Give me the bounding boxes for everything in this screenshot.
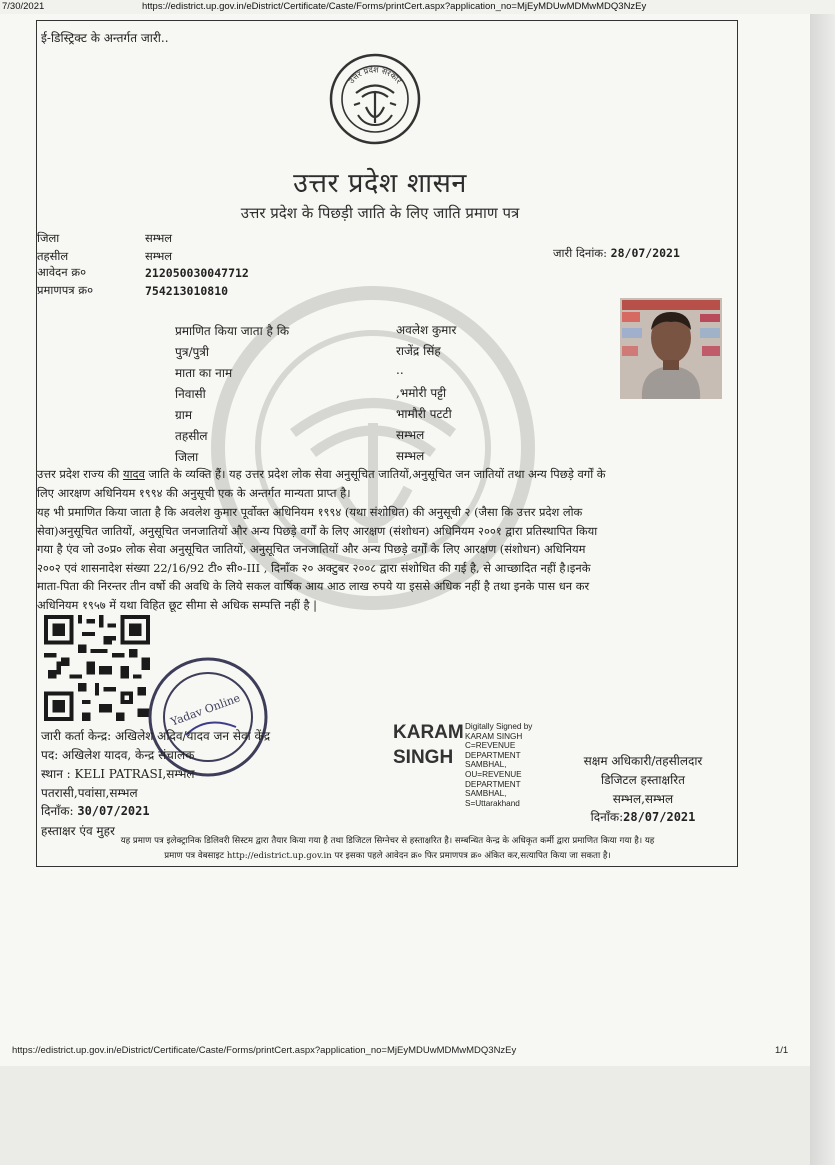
footnote-line-2: प्रमाण पत्र वेबसाइट http://edistrict.up.gov.in पर इसका पहले आवेदन क्र० फिर प्रमाणपत्र क्र० अंकित कर,सत्यापित किया जा सकता है। — [164, 851, 611, 861]
para1-text-pre: उत्तर प्रदेश राज्य की — [37, 467, 123, 481]
certificate-subtitle: उत्तर प्रदेश के पिछड़ी जाति के लिए जाति प्रमाण पत्र — [240, 204, 520, 222]
preface-text: ई-डिस्ट्रिक्ट के अन्तर्गत जारी.. — [41, 31, 169, 45]
seal-text: Yadav Online — [168, 691, 242, 729]
footnote-line-1: यह प्रमाण पत्र इलेक्ट्रानिक डिलिवरी सिस्टम द्वारा तैयार किया गया है तथा डिजिटल सिग्नेचर से हस्ताक्षरित है। सम्बन्धित केन्द्र के अधिकृत कर्मी द्वारा प्रमाणित किया गया है। यह — [120, 836, 655, 846]
officer-date-value: 28/07/2021 — [623, 810, 696, 824]
detail-label-resident: निवासी — [175, 387, 206, 401]
up-emblem-icon — [326, 53, 424, 145]
kendra-line: स्थान : KELI PATRASI,सम्भल — [41, 767, 195, 781]
detail-value-mother: .. — [396, 363, 404, 377]
para2-line: अधिनियम १९५७ में यथा विहित छूट सीमा से अधिक सम्पत्ति नहीं है | — [37, 597, 317, 612]
field-label-tehsil: तहसील — [37, 249, 69, 263]
print-header — [0, 0, 835, 14]
kendra-line: पद: अखिलेश यादव, केन्द्र संचालक — [41, 748, 195, 762]
footnote — [40, 834, 735, 864]
kendra-date-value: 30/07/2021 — [77, 804, 150, 818]
issue-date-label: जारी दिनांक: — [553, 246, 608, 260]
page-bottom-margin — [0, 1066, 810, 1165]
digital-signature-name-1: KARAM — [393, 722, 464, 743]
detail-value-resident: ,भमोरी पट्टी — [396, 386, 447, 400]
dsig-line: S=Uttarakhand — [465, 798, 520, 808]
print-url: https://edistrict.up.gov.in/eDistrict/Certificate/Caste/Forms/printCert.aspx?application_no=MjEyMDUwMDMwMDQ3NzEy — [142, 1, 647, 12]
caste-name: यादव — [122, 467, 145, 481]
field-value-application-no: 212050030047712 — [145, 266, 249, 280]
field-label-district: जिला — [37, 231, 60, 245]
issue-date-value: 28/07/2021 — [610, 246, 680, 260]
print-footer-page: 1/1 — [775, 1045, 789, 1056]
para1-text-post: जाति के व्यक्ति हैं। यह उत्तर प्रदेश लोक सेवा अनुसूचित जातियों,अनुसूचित जन जातियों तथा अन्य पिछड़े वर्गों के — [144, 467, 606, 481]
detail-label-tehsil: तहसील — [175, 429, 208, 443]
para2-line: २००२ एवं शासनादेश संख्या 22/16/92 टी० सी०-III , दिनाँक २० अक्टुबर २००८ द्वारा संशोधित की गई है, से आच्छादित नहीं है।इनके — [37, 560, 591, 575]
detail-label-name: प्रमाणित किया जाता है कि — [175, 324, 290, 338]
issue-date — [553, 246, 680, 261]
certificate-paragraph-2 — [37, 503, 727, 614]
dsig-line: OU=REVENUE — [465, 769, 522, 779]
detail-value-district: सम्भल — [396, 449, 425, 463]
field-label-certificate-no: प्रमाणपत्र क्र० — [37, 283, 94, 297]
para2-line: यह भी प्रमाणित किया जाता है कि अवलेश कुमार पूर्वोक्त अधिनियम १९९४ (यथा संशोधित) की अनुसूची २ (जैसा कि उत्तर प्रदेश लोक — [37, 505, 583, 519]
certificate-title: उत्तर प्रदेश शासन — [293, 168, 467, 199]
kendra-sign-label: हस्ताक्षर एंव मुहर — [41, 824, 115, 838]
dsig-line: DEPARTMENT — [465, 779, 521, 789]
kendra-date — [41, 802, 150, 819]
dsig-line: C=REVENUE — [465, 741, 516, 751]
detail-value-village: भामौरी पटटी — [396, 407, 452, 421]
para2-line: माता-पिता की निरन्तर तीन वर्षो की अवधि के लिये सकल वार्षिक आय आठ लाख रुपये या इससे अधिक नहीं है तथा इनके पास धन कर — [37, 579, 590, 593]
detail-value-parent: राजेंद्र सिंह — [396, 344, 441, 358]
field-label-application-no: आवेदन क्र० — [37, 265, 87, 279]
kendra-date-label: दिनाँक: — [41, 804, 74, 818]
officer-digital-signed: डिजिटल हस्ताक्षरित — [601, 773, 685, 787]
qr-code-icon — [44, 615, 150, 721]
field-value-district: सम्भल — [145, 231, 173, 245]
dsig-line: SAMBHAL, — [465, 760, 507, 770]
certificate-paragraph-1 — [37, 465, 727, 502]
svg-text:उत्तर प्रदेश सरकार — [347, 64, 404, 85]
print-footer-url: https://edistrict.up.gov.in/eDistrict/Certificate/Caste/Forms/printCert.aspx?application_no=MjEyMDUwMDMwMDQ3NzEy — [12, 1045, 517, 1056]
kendra-line: पतरासी,पवांसा,सम्भल — [41, 786, 138, 800]
field-value-tehsil: सम्भल — [145, 249, 173, 263]
detail-label-mother: माता का नाम — [175, 366, 233, 380]
officer-designation: सक्षम अधिकारी/तहसीलदार — [583, 754, 703, 768]
officer-date-label: दिनाँक: — [590, 810, 624, 824]
detail-label-district: जिला — [175, 450, 199, 464]
kendra-line: जारी कर्ता केन्द्र: अखिलेश अदिव/यादव जन सेवा केंद्र — [41, 729, 271, 743]
dsig-line: DEPARTMENT — [465, 750, 521, 760]
field-value-certificate-no: 754213010810 — [145, 284, 229, 298]
digital-signature-name-2: SINGH — [393, 747, 454, 768]
applicant-photo — [620, 298, 722, 399]
emblem-text: उत्तर प्रदेश सरकार — [346, 65, 404, 86]
detail-label-parent: पुत्र/पुत्री — [175, 345, 210, 359]
dsig-line: SAMBHAL, — [465, 789, 507, 799]
detail-label-village: ग्राम — [175, 408, 193, 422]
para2-line: गया है एंव जो उ०प्र० लोक सेवा अनुसूचित जातियों, अनुसूचित जनजातियों और अन्य पिछड़े वर्गों के लिए आरक्षण (संशोधन) अधिनियम — [37, 542, 586, 556]
dsig-line: Digitally Signed by — [465, 722, 533, 731]
para2-line: सेवा)अनुसूचित जातियों, अनुसूचित जनजातियों और अन्य पिछड़े वर्गों के लिए आरक्षण (संशोधन) अधिनियम २००१ द्वारा प्रतिस्थापित किया — [37, 523, 598, 538]
digital-signature-details — [465, 722, 532, 808]
dsig-line: KARAM SINGH — [465, 731, 523, 741]
detail-value-tehsil: सम्भल — [396, 428, 425, 442]
officer-location: सम्भल,सम्भल — [612, 792, 674, 806]
officer-date — [563, 808, 723, 825]
detail-value-name: अवलेश कुमार — [396, 323, 457, 337]
print-date: 7/30/2021 — [2, 1, 45, 12]
page-edge-shadow — [810, 14, 835, 1165]
para1-text-line2: लिए आरक्षण अधिनियम १९९४ की अनुसूची एक के अन्तर्गत मान्यता प्राप्त है। — [37, 485, 351, 500]
